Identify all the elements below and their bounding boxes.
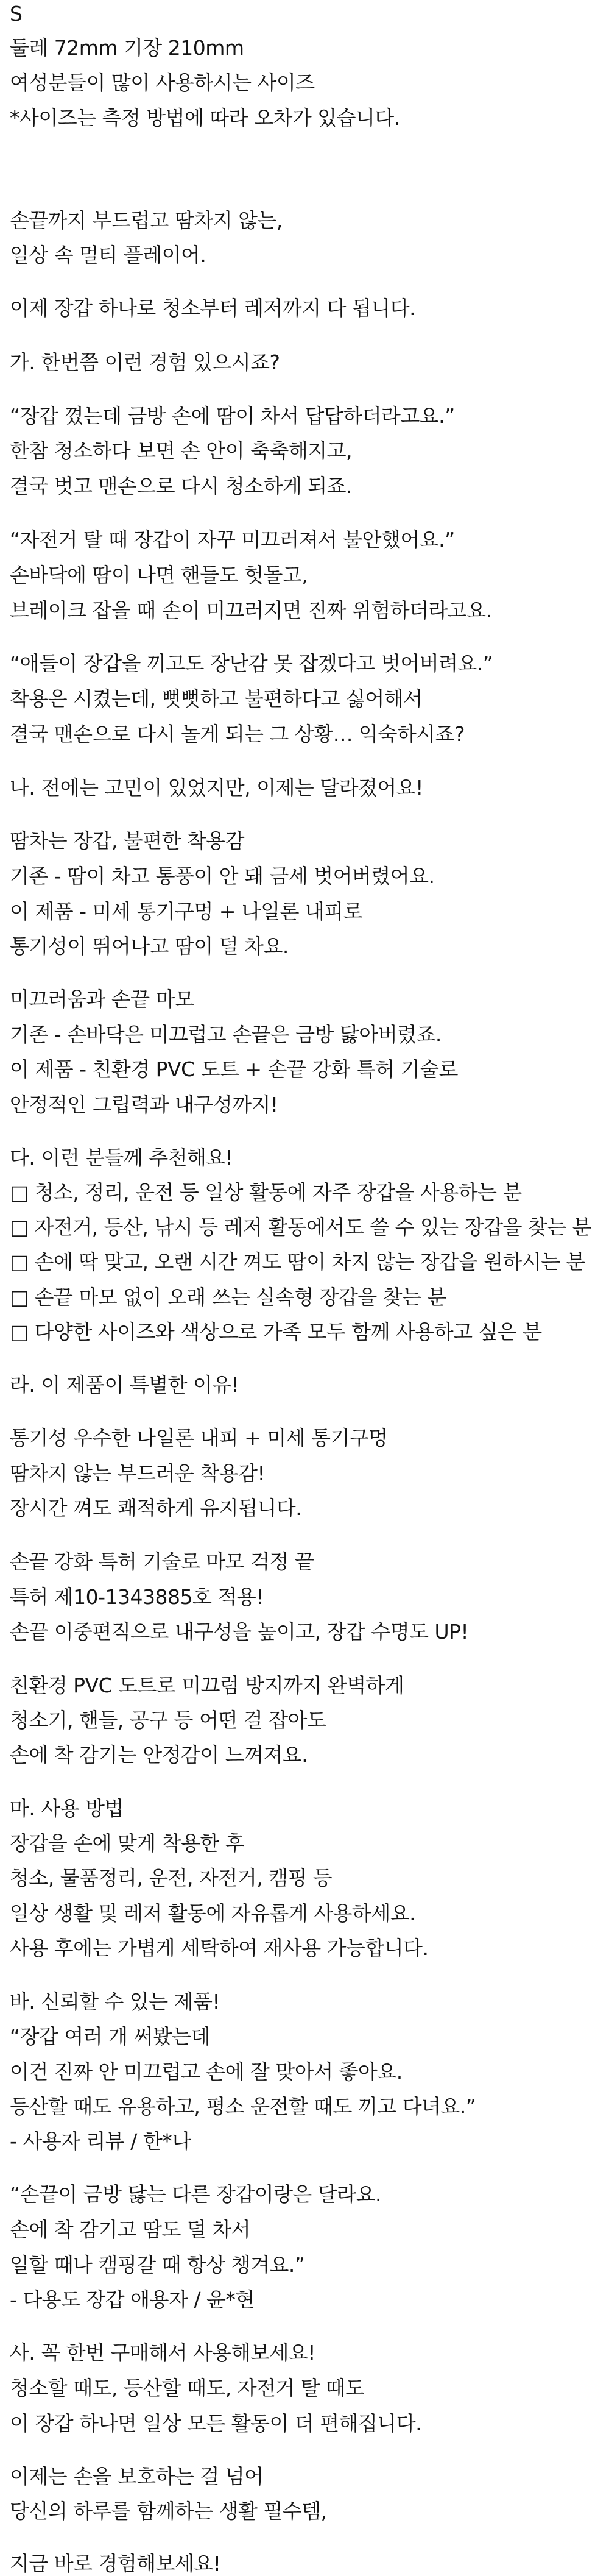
review-text: “손끝이 금방 닳는 다른 장갑이랑은 달라요. [10,2182,381,2206]
size-label: S [10,2,23,26]
feature-text: 안정적인 그립력과 내구성까지! [10,1093,278,1116]
experience-text: 브레이크 잡을 때 손이 미끄러지면 진짜 위험하더라고요. [10,598,492,622]
experience-text: 결국 맨손으로 다시 놀게 되는 그 상황… 익숙하시죠? [10,722,465,746]
intro-text: 이제 장갑 하나로 청소부터 레저까지 다 됩니다. [10,296,416,320]
reason-text: 손끝 강화 특허 기술로 마모 걱정 끝 [10,1550,314,1574]
closing-cta: 지금 바로 경험해보세요! [10,2552,221,2575]
recommend-item: □ 청소, 정리, 운전 등 일상 활동에 자주 장갑을 사용하는 분 [10,1180,522,1204]
experience-quote-2: “자전거 탈 때 장갑이 자꾸 미끄러져서 불안했어요.” [10,528,455,552]
experience-quote-3: “애들이 장갑을 끼고도 장난감 못 잡겠다고 벗어버려요.” [10,651,493,675]
reason-text: 통기성 우수한 나일론 내피 + 미세 통기구멍 [10,1426,388,1450]
reason-text: 손에 착 감기는 안정감이 느껴져요. [10,1743,308,1767]
recommend-item: □ 다양한 사이즈와 색상으로 가족 모두 함께 사용하고 싶은 분 [10,1320,542,1344]
section-heading-da: 다. 이런 분들께 추천해요! [10,1146,233,1169]
experience-text: 한참 청소하다 보면 손 안이 축축해지고, [10,439,352,463]
usage-text: 청소, 물품정리, 운전, 자전거, 캠핑 등 [10,1866,333,1890]
experience-text: 착용은 시켰는데, 뻣뻣하고 불편하다고 싫어해서 [10,687,423,711]
section-heading-ga: 가. 한번쯤 이런 경험 있으시죠? [10,350,280,374]
feature-text: 이 제품 - 미세 통기구멍 + 나일론 내피로 [10,899,363,923]
reason-text: 손끝 이중편직으로 내구성을 높이고, 장갑 수명도 UP! [10,1620,469,1644]
headline-line-1: 손끝까지 부드럽고 땀차지 않는, [10,208,283,232]
headline-line-2: 일상 속 멀티 플레이어. [10,243,206,267]
feature-text: 이 제품 - 친환경 PVC 도트 + 손끝 강화 특허 기술로 [10,1057,458,1081]
patent-text: 특허 제10-1343885호 적용! [10,1585,264,1609]
recommend-item: □ 자전거, 등산, 낚시 등 레저 활동에서도 쓸 수 있는 장갑을 찾는 분 [10,1215,591,1239]
usage-text: 일상 생활 및 레저 활동에 자유롭게 사용하세요. [10,1901,416,1925]
review-text: 손에 착 감기고 땀도 덜 차서 [10,2218,251,2241]
usage-text: 장갑을 손에 맞게 착용한 후 [10,1831,245,1855]
experience-quote-1: “장갑 꼈는데 금방 손에 땀이 차서 답답하더라고요.” [10,404,455,428]
recommend-item: □ 손에 딱 맞고, 오랜 시간 껴도 땀이 차지 않는 장갑을 원하시는 분 [10,1250,585,1274]
section-heading-ra: 라. 이 제품이 특별한 이유! [10,1373,239,1397]
experience-text: 결국 벗고 맨손으로 다시 청소하게 되죠. [10,474,352,498]
experience-text: 손바닥에 땀이 나면 핸들도 헛돌고, [10,563,308,587]
section-heading-ba: 바. 신뢰할 수 있는 제품! [10,1990,220,2014]
section-heading-sa: 사. 꼭 한번 구매해서 사용해보세요! [10,2341,315,2365]
closing-text: 당신의 하루를 함께하는 생활 필수템, [10,2499,327,2523]
feature-title-sweat: 땀차는 장갑, 불편한 착용감 [10,829,245,853]
section-heading-na: 나. 전에는 고민이 있었지만, 이제는 달라졌어요! [10,776,423,800]
review-text: 이건 진짜 안 미끄럽고 손에 잘 맞아서 좋아요. [10,2060,403,2084]
feature-text: 통기성이 뛰어나고 땀이 덜 차요. [10,934,289,958]
closing-text: 이 장갑 하나면 일상 모든 활동이 더 편해집니다. [10,2411,422,2435]
feature-text: 기존 - 땀이 차고 통풍이 안 돼 금세 벗어버렸어요. [10,864,435,888]
reason-text: 장시간 껴도 쾌적하게 유지됩니다. [10,1496,302,1520]
closing-text: 청소할 때도, 등산할 때도, 자전거 탈 때도 [10,2376,364,2400]
closing-text: 이제는 손을 보호하는 걸 넘어 [10,2464,264,2488]
size-dimensions: 둘레 72mm 기장 210mm [10,36,244,60]
review-author: - 다용도 장갑 애용자 / 윤*현 [10,2288,255,2312]
review-author: - 사용자 리뷰 / 한*나 [10,2129,191,2153]
section-heading-ma: 마. 사용 방법 [10,1797,124,1820]
size-note: *사이즈는 측정 방법에 따라 오차가 있습니다. [10,106,400,130]
usage-text: 사용 후에는 가볍게 세탁하여 재사용 가능합니다. [10,1936,429,1960]
feature-text: 기존 - 손바닥은 미끄럽고 손끝은 금방 닳아버렸죠. [10,1023,442,1046]
reason-text: 친환경 PVC 도트로 미끄럼 방지까지 완벽하게 [10,1673,404,1697]
review-text: 일할 때나 캠핑갈 때 항상 챙겨요.” [10,2253,305,2277]
recommend-item: □ 손끝 마모 없이 오래 쓰는 실속형 장갑을 찾는 분 [10,1285,446,1309]
feature-title-grip: 미끄러움과 손끝 마모 [10,987,194,1011]
review-text: 등산할 때도 유용하고, 평소 운전할 때도 끼고 다녀요.” [10,2095,476,2118]
reason-text: 청소기, 핸들, 공구 등 어떤 걸 잡아도 [10,1708,326,1732]
reason-text: 땀차지 않는 부드러운 착용감! [10,1461,266,1485]
size-description: 여성분들이 많이 사용하시는 사이즈 [10,71,315,94]
review-text: “장갑 여러 개 써봤는데 [10,2024,210,2048]
